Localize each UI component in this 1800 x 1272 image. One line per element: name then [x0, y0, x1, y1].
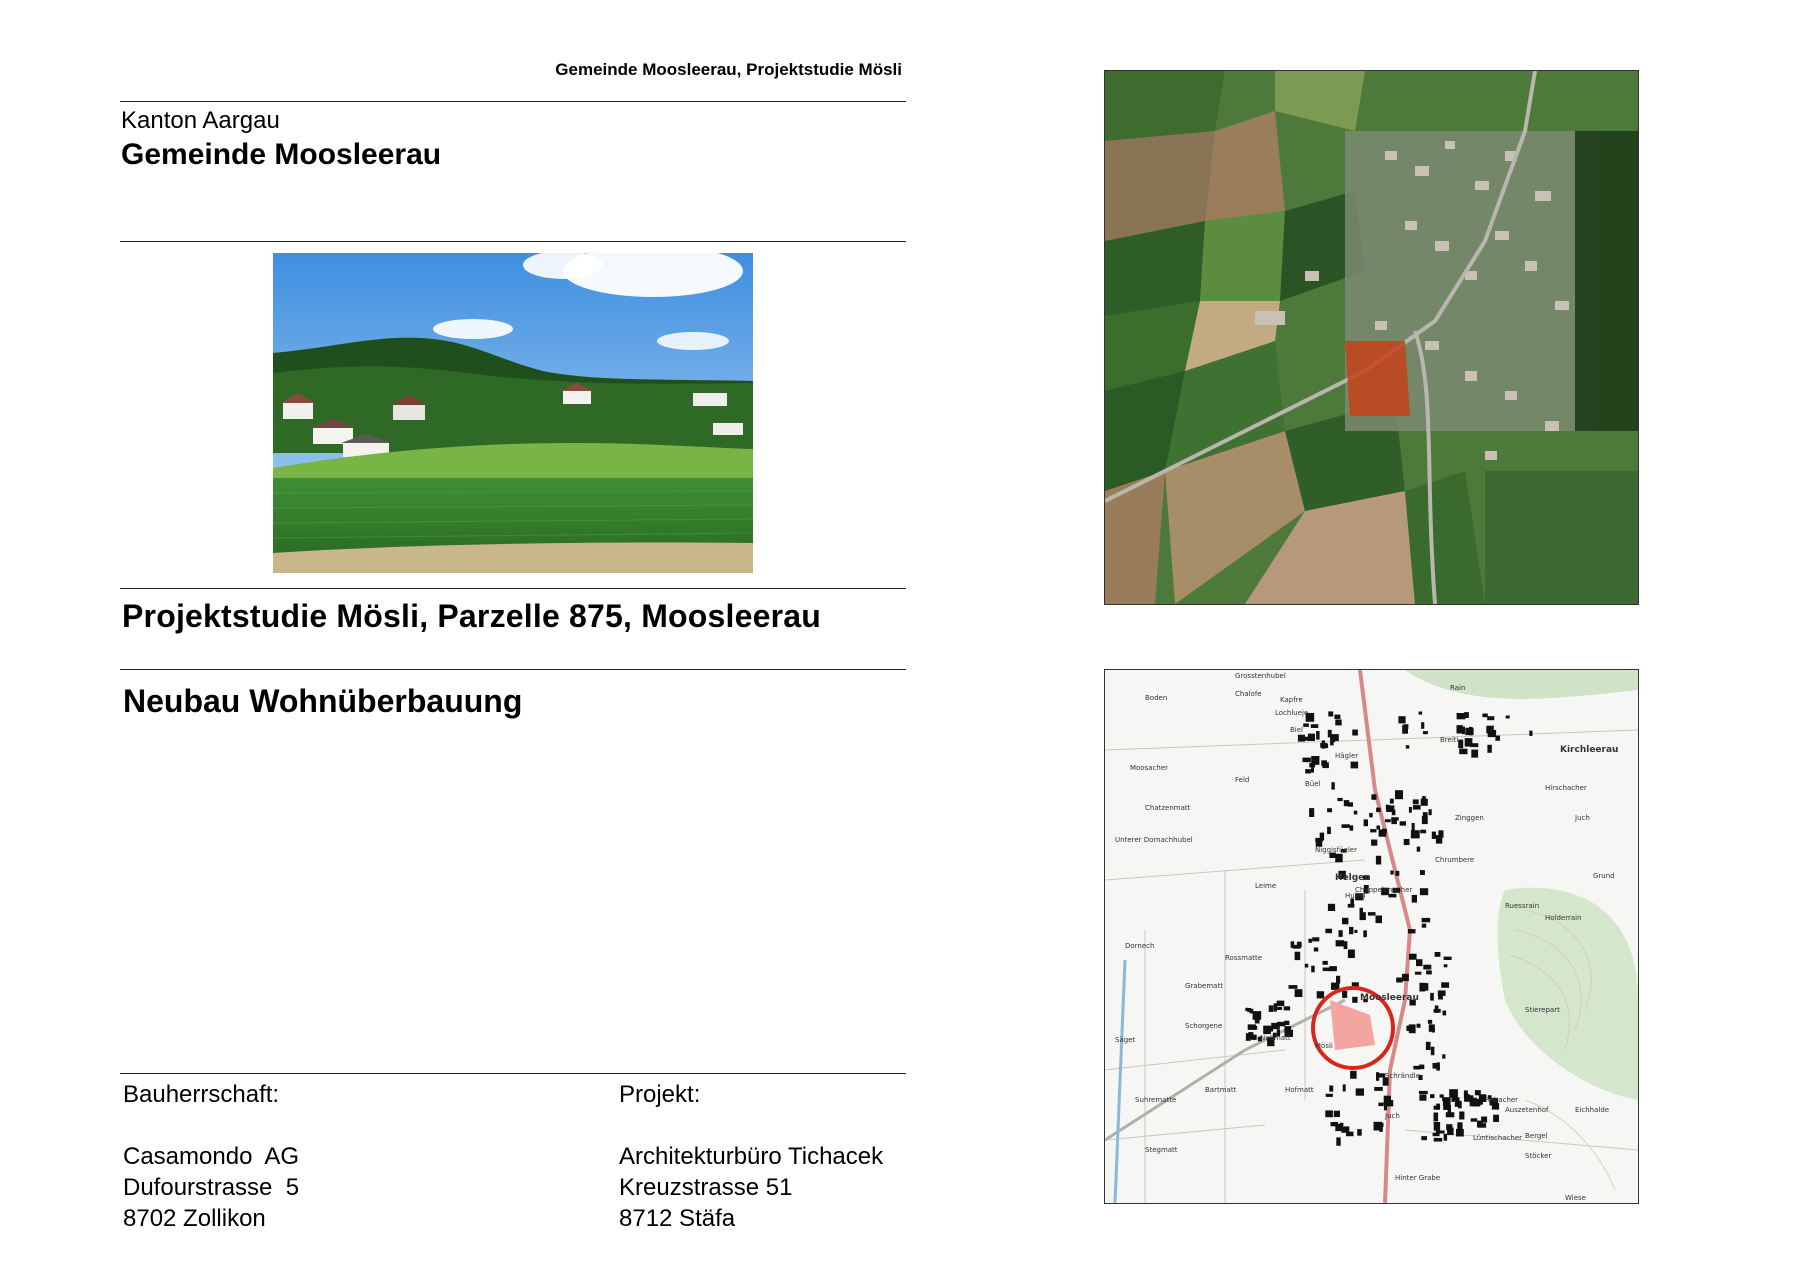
map-building — [1444, 957, 1452, 960]
map-label: Grosstenhubel — [1235, 672, 1286, 680]
map-building — [1342, 824, 1350, 828]
map-building — [1419, 712, 1423, 715]
map-building — [1277, 1001, 1285, 1007]
map-building — [1374, 1087, 1383, 1091]
map-building — [1465, 738, 1473, 747]
map-building — [1385, 819, 1391, 822]
map-label: Ruessrain — [1505, 902, 1540, 910]
map-building — [1289, 985, 1298, 989]
map-building — [1382, 829, 1387, 834]
map-building — [1457, 713, 1466, 719]
map-building — [1436, 1104, 1440, 1110]
map-building — [1398, 716, 1405, 723]
map-building — [1341, 1126, 1349, 1132]
map-label: Bartmatt — [1205, 1086, 1237, 1094]
map-building — [1390, 871, 1393, 875]
map-building — [1344, 941, 1348, 949]
map-label: Kapfre — [1280, 696, 1303, 704]
map-building — [1325, 929, 1332, 934]
map-building — [1369, 813, 1373, 817]
map-label: Suhrematte — [1135, 1096, 1177, 1104]
map-building — [1378, 1103, 1383, 1107]
map-building — [1402, 725, 1408, 734]
client-name: Casamondo AG — [123, 1143, 300, 1170]
map-label: Auszetenhof — [1505, 1106, 1549, 1114]
map-building — [1311, 767, 1314, 772]
map-building — [1465, 728, 1473, 735]
map-building — [1451, 1097, 1459, 1102]
aerial-photo — [1104, 70, 1639, 605]
map-building — [1335, 720, 1341, 726]
map-label: Stierepart — [1525, 1006, 1560, 1014]
map-building — [1422, 918, 1431, 922]
map-building — [1447, 1128, 1454, 1136]
map-building — [1284, 1006, 1290, 1010]
map-building — [1269, 1026, 1273, 1031]
map-building — [1395, 790, 1403, 799]
map-building — [1421, 1136, 1427, 1140]
map-label: Schorgene — [1185, 1022, 1223, 1030]
map-building — [1370, 829, 1376, 832]
map-building — [1464, 1094, 1470, 1102]
map-building — [1326, 1094, 1333, 1097]
map-label: Hägler — [1335, 752, 1359, 760]
map-building — [1422, 816, 1428, 824]
map-label: Holderrain — [1545, 914, 1582, 922]
map-building — [1481, 1117, 1487, 1123]
map-building — [1352, 730, 1358, 736]
map-label: Rossmatte — [1225, 954, 1263, 962]
map-building — [1337, 798, 1342, 801]
map-building — [1348, 950, 1355, 959]
map-building — [1323, 968, 1330, 972]
divider — [120, 669, 906, 670]
map-building — [1471, 1118, 1478, 1121]
map-building — [1309, 808, 1314, 817]
project-subtitle: Neubau Wohnüberbauung — [123, 683, 523, 719]
map-label: Grund — [1593, 872, 1615, 880]
map-label: Niggisfüeler — [1315, 846, 1357, 854]
map-building — [1396, 871, 1400, 876]
map-building — [1328, 904, 1335, 911]
map-building — [1349, 927, 1353, 934]
map-building — [1348, 802, 1353, 806]
map-building — [1420, 888, 1428, 895]
map-building — [1434, 1122, 1440, 1131]
map-building — [1430, 1094, 1435, 1098]
divider — [120, 101, 906, 102]
map-building — [1303, 723, 1309, 727]
map-building — [1404, 839, 1410, 845]
map-building — [1438, 990, 1446, 996]
map-building — [1342, 991, 1347, 998]
map-building — [1293, 945, 1301, 949]
map-building — [1423, 731, 1428, 734]
map-building — [1331, 1122, 1339, 1126]
map-label: Wiese — [1565, 1194, 1586, 1202]
canton-label: Kanton Aargau — [121, 107, 280, 134]
map-building — [1269, 1005, 1274, 1012]
map-building — [1434, 1113, 1439, 1122]
map-building — [1246, 1033, 1251, 1041]
running-header: Gemeinde Moosleerau, Projektstudie Mösli — [555, 60, 902, 79]
map-building — [1305, 964, 1308, 968]
map-building — [1429, 809, 1432, 815]
map-label: Zinggen — [1455, 814, 1484, 822]
map-building — [1408, 929, 1416, 933]
map-building — [1434, 1138, 1443, 1142]
map-building — [1441, 982, 1449, 988]
map-building — [1428, 1020, 1432, 1024]
map-building — [1443, 1011, 1447, 1016]
map-label: Juch — [1575, 814, 1590, 822]
map-building — [1334, 1112, 1338, 1115]
map-building — [1475, 1090, 1481, 1095]
map-building — [1308, 734, 1315, 741]
map-building — [1247, 1008, 1251, 1012]
map-building — [1354, 930, 1357, 933]
map-building — [1323, 961, 1328, 965]
map-label: Mösli — [1315, 1042, 1333, 1050]
map-label: Bergel — [1525, 1132, 1548, 1140]
map-building — [1449, 1089, 1458, 1097]
map-building — [1356, 1088, 1364, 1095]
map-building — [1363, 930, 1367, 937]
map-building — [1335, 854, 1343, 863]
map-building — [1417, 1024, 1421, 1028]
divider — [120, 1073, 906, 1074]
map-building — [1421, 799, 1428, 806]
map-building — [1336, 940, 1345, 946]
map-building — [1348, 904, 1355, 908]
map-label: Helgen — [1335, 873, 1371, 883]
map-building — [1303, 758, 1311, 763]
map-building — [1430, 993, 1434, 1001]
map-building — [1413, 805, 1421, 810]
map-building — [1433, 1133, 1440, 1136]
map-building — [1311, 966, 1315, 973]
map-label: Hirschacher — [1545, 784, 1587, 792]
map-building — [1420, 870, 1425, 875]
map-label: Stegmatt — [1145, 1146, 1178, 1154]
map-building — [1413, 799, 1419, 804]
map-label: Moosacher — [1130, 764, 1169, 772]
map-label: Hofmatt — [1285, 1086, 1314, 1094]
map-building — [1442, 1054, 1445, 1058]
map-building — [1357, 1129, 1362, 1136]
map-label: Chappelenacher — [1355, 886, 1413, 894]
architect-street: Kreuzstrasse 51 — [619, 1174, 793, 1201]
map-building — [1458, 740, 1463, 749]
map-building — [1459, 1112, 1464, 1120]
map-building — [1443, 1105, 1451, 1110]
map-building — [1419, 983, 1425, 992]
map-building — [1317, 991, 1324, 998]
map-building — [1432, 1025, 1435, 1033]
map-building — [1327, 827, 1331, 834]
map-building — [1415, 972, 1422, 975]
map-label: Dornech — [1125, 942, 1155, 950]
map-label: Stöcker — [1525, 1152, 1552, 1160]
map-building — [1322, 762, 1329, 768]
map-building — [1314, 948, 1319, 952]
map-building — [1471, 750, 1478, 758]
divider — [120, 241, 906, 242]
map-building — [1438, 830, 1443, 837]
client-block — [123, 1079, 299, 1234]
map-building — [1457, 725, 1463, 733]
map-label: Büel — [1305, 780, 1321, 788]
map-label: Unterer Dornachhubel — [1115, 836, 1193, 844]
map-building — [1391, 817, 1399, 820]
map-label: Eichhalde — [1575, 1106, 1610, 1114]
map-building — [1416, 959, 1423, 966]
map-building — [1388, 894, 1396, 898]
map-label: Säget — [1115, 1036, 1136, 1044]
map-building — [1331, 782, 1334, 789]
map-building — [1295, 989, 1303, 997]
map-building — [1336, 1137, 1340, 1145]
map-label: Moosleerau — [1360, 993, 1419, 1003]
map-building — [1329, 1086, 1333, 1092]
map-label: Hinter Grabe — [1395, 1174, 1441, 1182]
map-building — [1328, 711, 1333, 716]
map-building — [1396, 978, 1403, 983]
map-building — [1409, 807, 1412, 813]
map-building — [1311, 756, 1319, 765]
map-building — [1380, 1123, 1384, 1128]
map-building — [1350, 825, 1354, 830]
map-building — [1339, 930, 1343, 937]
map-building — [1434, 1009, 1441, 1013]
map-building — [1390, 799, 1394, 804]
map-building — [1402, 974, 1409, 981]
map-building — [1423, 965, 1431, 970]
map-building — [1487, 716, 1494, 720]
map-building — [1253, 1011, 1262, 1020]
map-building — [1422, 924, 1426, 928]
map-building — [1325, 1110, 1333, 1117]
map-label: Chatzenmatt — [1145, 804, 1191, 812]
map-label: Breiti — [1440, 736, 1459, 744]
map-building — [1458, 1101, 1462, 1109]
map-building — [1368, 912, 1376, 916]
map-building — [1251, 1035, 1257, 1040]
map-building — [1312, 937, 1319, 941]
map-building — [1529, 731, 1532, 736]
map-building — [1431, 1047, 1435, 1056]
project-title: Projektstudie Mösli, Parzelle 875, Moosleerau — [122, 598, 822, 634]
map-label: Hubel — [1345, 892, 1366, 900]
map-building — [1311, 724, 1319, 728]
map-label: Feld — [1235, 776, 1250, 784]
map-building — [1409, 954, 1417, 960]
map-building — [1248, 1024, 1256, 1030]
map-building — [1376, 856, 1381, 865]
map-label: Neumatt — [1260, 1034, 1291, 1042]
map-label: Biel — [1290, 726, 1303, 734]
map-building — [1351, 762, 1359, 769]
client-city: 8702 Zollikon — [123, 1205, 266, 1232]
map-building — [1305, 769, 1311, 773]
map-building — [1328, 730, 1332, 738]
map-label: Lüntischacher — [1473, 1134, 1523, 1142]
map-building — [1493, 1115, 1499, 1122]
map-building — [1298, 735, 1305, 742]
map-building — [1446, 1112, 1455, 1117]
map-building — [1406, 745, 1410, 748]
map-building — [1409, 1024, 1416, 1033]
municipality-title: Gemeinde Moosleerau — [121, 138, 442, 171]
map-building — [1432, 832, 1436, 839]
map-building — [1352, 997, 1357, 1003]
map-building — [1438, 996, 1443, 1000]
map-building — [1413, 1066, 1420, 1070]
map-building — [1371, 794, 1376, 800]
map-building — [1329, 966, 1337, 971]
map-building — [1435, 952, 1441, 957]
map-building — [1320, 743, 1327, 748]
map-building — [1377, 826, 1381, 830]
map-building — [1316, 731, 1320, 740]
map-building — [1327, 808, 1332, 812]
architect-label: Projekt: — [619, 1081, 701, 1108]
map-label: Grabematt — [1185, 982, 1223, 990]
map-building — [1444, 1134, 1448, 1141]
map-label: Lochlueje — [1275, 709, 1309, 717]
map-building — [1470, 1098, 1477, 1107]
map-building — [1360, 912, 1366, 920]
map-label: Schrändle — [1385, 1072, 1421, 1080]
map-building — [1487, 745, 1491, 753]
map-building — [1459, 749, 1467, 755]
map-building — [1411, 830, 1420, 838]
location-map — [1104, 669, 1639, 1204]
map-building — [1482, 714, 1487, 718]
map-building — [1426, 1042, 1431, 1050]
map-building — [1384, 1102, 1387, 1110]
map-building — [1506, 716, 1510, 719]
map-building — [1412, 823, 1415, 831]
map-building — [1295, 952, 1301, 960]
map-building — [1417, 847, 1421, 852]
map-building — [1364, 819, 1368, 826]
map-label: Rebacher — [1485, 1096, 1519, 1104]
client-street: Dufourstrasse 5 — [123, 1174, 300, 1201]
map-building — [1376, 808, 1381, 813]
map-building — [1400, 821, 1406, 825]
map-building — [1376, 1072, 1379, 1081]
map-building — [1350, 1071, 1357, 1079]
map-building — [1376, 916, 1383, 924]
map-label: Juch — [1385, 1112, 1400, 1120]
map-building — [1371, 840, 1377, 846]
map-building — [1336, 976, 1340, 984]
map-building — [1274, 1003, 1277, 1011]
map-building — [1426, 970, 1432, 974]
map-building — [1334, 715, 1340, 719]
map-building — [1342, 918, 1348, 925]
map-building — [1308, 939, 1312, 943]
divider — [120, 588, 906, 589]
architect-block — [619, 1079, 883, 1234]
map-label: Rain — [1450, 684, 1466, 692]
map-building — [1433, 1063, 1437, 1069]
map-building — [1419, 1094, 1426, 1100]
map-building — [1354, 811, 1358, 815]
map-building — [1343, 1084, 1346, 1091]
map-label: Chalofe — [1235, 690, 1262, 698]
map-label: Boden — [1145, 694, 1168, 702]
map-building — [1412, 895, 1417, 903]
client-label: Bauherrschaft: — [123, 1081, 280, 1108]
map-building — [1492, 1103, 1499, 1109]
map-building — [1421, 722, 1424, 729]
architect-name: Architekturbüro Tichacek — [619, 1143, 884, 1170]
map-building — [1443, 1097, 1451, 1106]
village-landscape-photo — [273, 253, 753, 573]
map-building — [1444, 964, 1448, 967]
map-building — [1420, 830, 1426, 834]
map-building — [1330, 737, 1334, 746]
map-building — [1284, 1021, 1289, 1025]
map-label: Chrumbere — [1435, 856, 1475, 864]
map-building — [1486, 726, 1494, 734]
map-building — [1392, 810, 1396, 816]
map-building — [1419, 1091, 1428, 1094]
map-building — [1456, 1129, 1464, 1137]
architect-city: 8712 Stäfa — [619, 1205, 736, 1232]
map-building — [1457, 1122, 1462, 1130]
map-label: Kirchleerau — [1560, 745, 1619, 755]
map-label: Leime — [1255, 882, 1277, 890]
